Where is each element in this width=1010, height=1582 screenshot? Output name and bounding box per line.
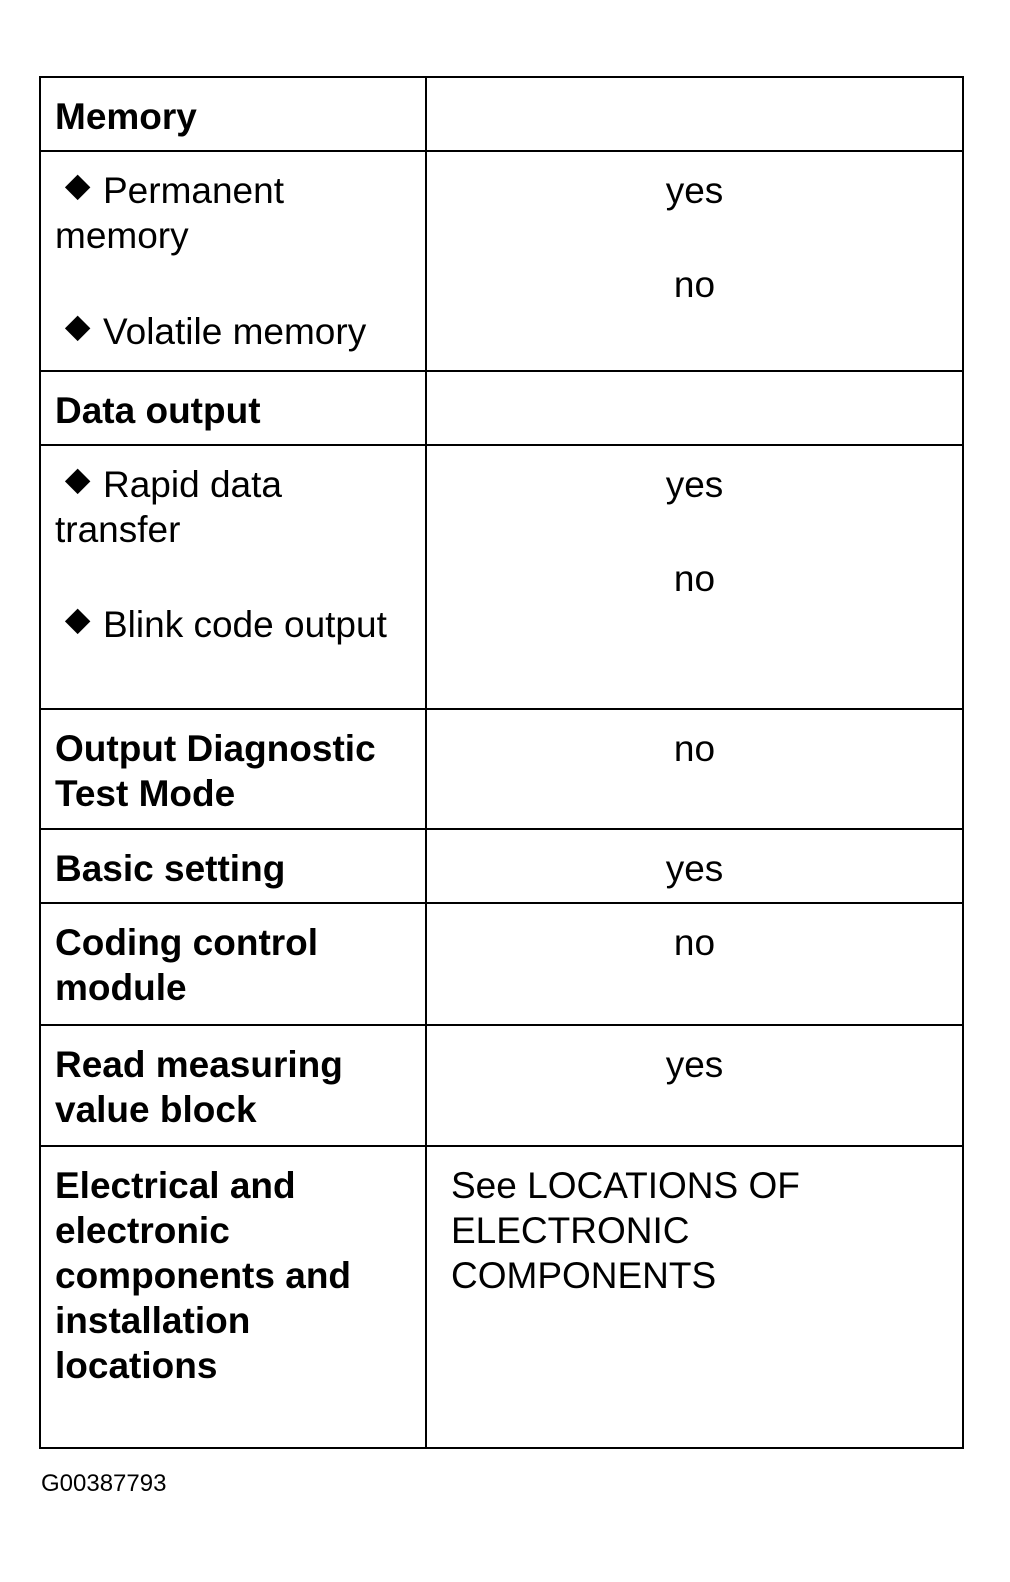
value-volatile-memory: no: [673, 264, 716, 305]
row-value-basic-setting: yes: [426, 829, 963, 903]
memory-types-list: [40, 151, 426, 371]
diamond-bullet-icon: [65, 316, 90, 341]
diagnostic-capabilities-table: [39, 76, 964, 1449]
memory-types-values: [426, 151, 963, 371]
row-label-coding-control-module: Coding control module: [40, 903, 426, 1025]
row-label-basic-setting: Basic setting: [40, 829, 426, 903]
value-blink-code-output: no: [673, 558, 716, 599]
row-value-output-diagnostic-test-mode: no: [426, 709, 963, 829]
row-value-data-output: [426, 371, 963, 445]
diamond-bullet-icon: [65, 175, 90, 200]
table-row-coding-control-module: [40, 903, 963, 1025]
reference-line: See LOCATIONS OF: [451, 1165, 800, 1206]
reference-line: ELECTRONIC: [451, 1210, 690, 1251]
table-row-memory: [40, 77, 963, 151]
row-label-electrical-components: Electrical and electronic components and installation locations: [40, 1146, 426, 1448]
row-value-electrical-components: [426, 1146, 963, 1448]
diamond-bullet-icon: [65, 609, 90, 634]
list-item-volatile-memory: Volatile memory: [55, 309, 413, 354]
table-row-data-output: [40, 371, 963, 445]
row-label-memory: Memory: [40, 77, 426, 151]
list-item-rapid-data-transfer: Rapid data transfer: [55, 464, 282, 550]
row-value-memory: [426, 77, 963, 151]
diamond-bullet-icon: [65, 469, 90, 494]
row-label-data-output: Data output: [40, 371, 426, 445]
reference-line: COMPONENTS: [451, 1255, 717, 1296]
figure-id: G00387793: [41, 1470, 167, 1497]
table-row-output-diagnostic-test-mode: [40, 709, 963, 829]
table-row-read-measuring-value-block: [40, 1025, 963, 1146]
row-label-output-diagnostic-test-mode: Output Diagnostic Test Mode: [40, 709, 426, 829]
table-row-data-output-types: [40, 445, 963, 709]
table-row-electrical-components: [40, 1146, 963, 1448]
data-output-types-values: [426, 445, 963, 709]
value-rapid-data-transfer: yes: [665, 464, 724, 505]
value-permanent-memory: yes: [665, 170, 724, 211]
row-value-read-measuring-value-block: yes: [426, 1025, 963, 1146]
table-row-basic-setting: [40, 829, 963, 903]
list-item-blink-code-output: Blink code output: [55, 602, 413, 647]
data-output-types-list: [40, 445, 426, 709]
row-value-coding-control-module: no: [426, 903, 963, 1025]
table-row-memory-types: [40, 151, 963, 371]
row-label-read-measuring-value-block: Read measuring value block: [40, 1025, 426, 1146]
list-item-permanent-memory: Permanent memory: [55, 170, 284, 256]
